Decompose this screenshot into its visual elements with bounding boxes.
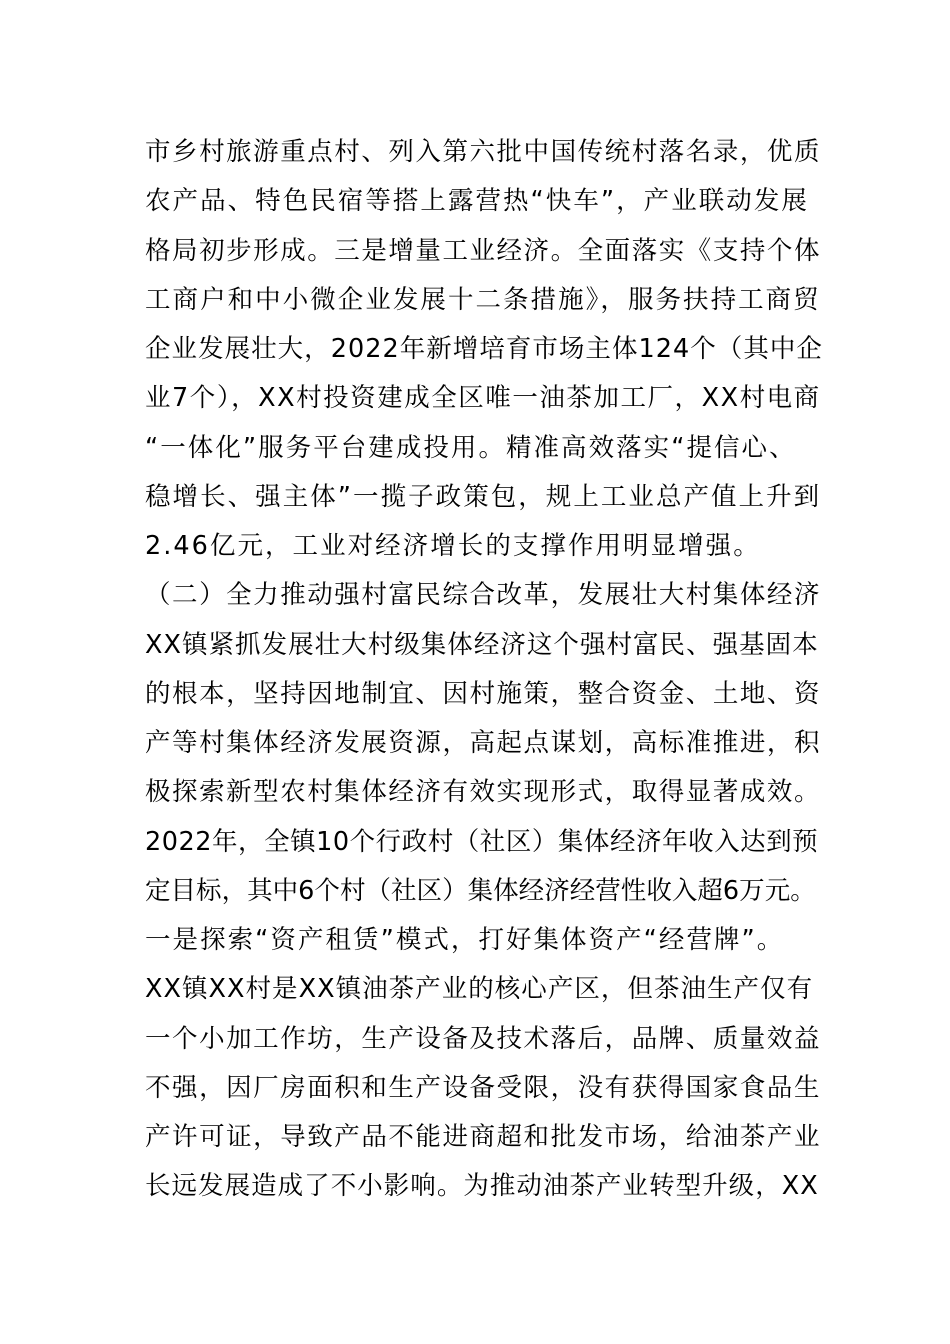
text-line: “一体化”服务平台建成投用。精准高效落实“提信心、 (145, 432, 797, 463)
text-line: 定目标，其中6个村（社区）集体经济经营性收入超6万元。 (145, 875, 816, 906)
text-line: 一个小加工作坊，生产设备及技术落后，品牌、质量效益 (145, 1023, 822, 1054)
text-line: 一是探索“资产租赁”模式，打好集体资产“经营牌”。 (145, 925, 785, 955)
text-line: 业7个），XX村投资建成全区唯一油茶加工厂，XX村电商 (145, 383, 821, 414)
text-line: 2.46亿元，工业对经济增长的支撑作用明显增强。 (145, 531, 761, 561)
text-line: 格局初步形成。三是增量工业经济。全面落实《支持个体 (145, 235, 822, 266)
text-line: 工商户和中小微企业发展十二条措施》，服务扶持工商贸 (145, 284, 821, 315)
text-line: XX镇XX村是XX镇油茶产业的核心产区，但茶油生产仅有 (145, 974, 814, 1005)
text-line: 市乡村旅游重点村、列入第六批中国传统村落名录，优质 (145, 137, 822, 167)
text-line: 产等村集体经济发展资源，高起点谋划，高标准推进，积 (145, 728, 822, 758)
text-line: 稳增长、强主体”一揽子政策包，规上工业总产值上升到 (145, 481, 822, 512)
text-line: 长远发展造成了不小影响。为推动油茶产业转型升级，XX (145, 1171, 819, 1202)
text-line: 产许可证，导致产品不能进商超和批发市场，给油茶产业 (145, 1122, 822, 1152)
text-line: 企业发展壮大，2022年新增培育市场主体124个（其中企 (145, 334, 823, 364)
body-text (145, 128, 825, 1212)
text-line: 的根本，坚持因地制宜、因村施策，整合资金、土地、资 (145, 678, 822, 709)
text-line: 不强，因厂房面积和生产设备受限，没有获得国家食品生 (145, 1072, 822, 1103)
text-line: 极探索新型农村集体经济有效实现形式，取得显著成效。 (145, 777, 822, 808)
section-heading: （二）全力推动强村富民综合改革，发展壮大村集体经济 (145, 580, 822, 611)
text-line: 2022年，全镇10个行政村（社区）集体经济年收入达到预 (145, 826, 819, 857)
text-line: XX镇紧抓发展壮大村级集体经济这个强村富民、强基固本 (145, 629, 819, 660)
text-line: 农产品、特色民宿等搭上露营热“快车”，产业联动发展 (145, 186, 809, 217)
